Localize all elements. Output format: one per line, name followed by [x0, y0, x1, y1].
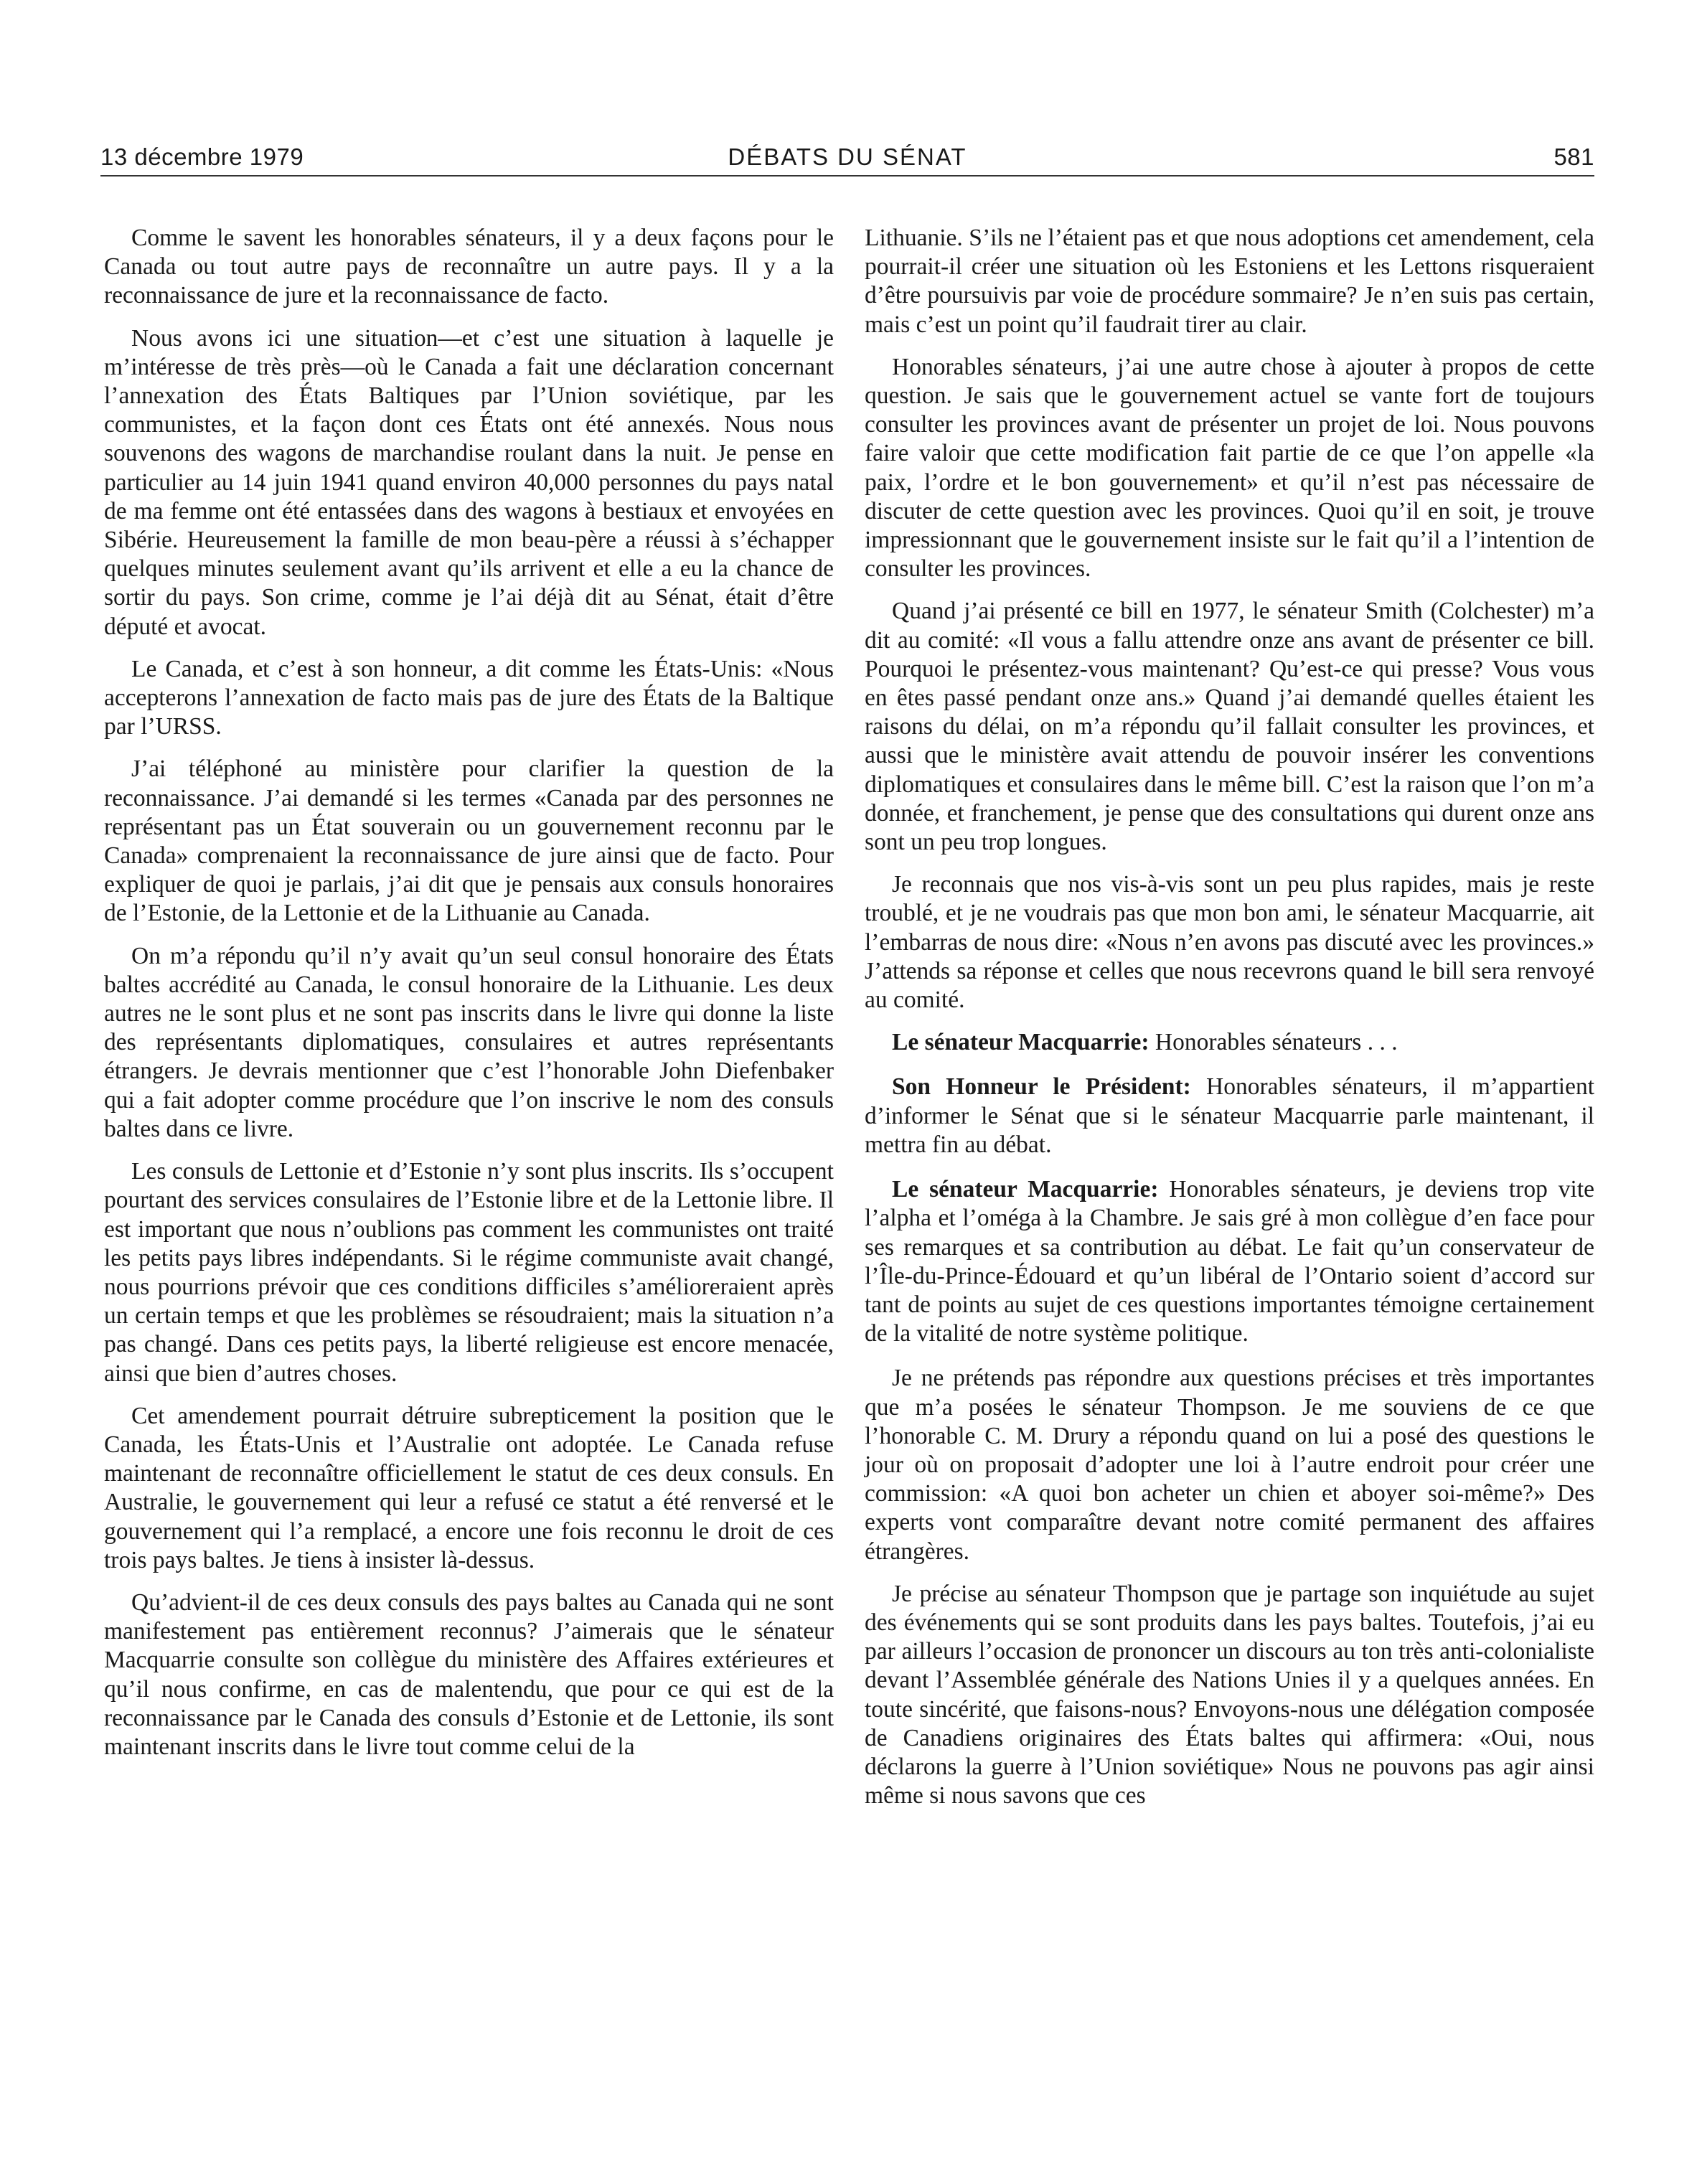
paragraph: J’ai téléphoné au ministère pour clarifier la question de la reconnaissance. J’ai demandé si les termes «Canada par des personnes ne représentant pas un État souverain ou un gouvernement reconnu par le Canada» comprenaient la reconnaissance de jure ainsi que de facto. Pour expliquer de quoi je parlais, j’ai dit que je pensais aux consuls honoraires de l’Estonie, de la Lettonie et de la Lithuanie au Canada.	[104, 756, 834, 927]
speech-paragraph	[865, 1175, 1594, 1348]
speaker-name: Son Honneur le Président:	[892, 1073, 1191, 1101]
paragraph: Les consuls de Lettonie et d’Estonie n’y sont plus inscrits. Ils s’occupent pourtant des services consulaires de l’Estonie libre et de la Lettonie libre. Il est important que nous n’oublions pas comment les communistes ont traité les petits pays libres indépendants. Si le régime communiste avait changé, nous pourrions prévoir que ces conditions difficiles s’amélioreraient après un certain temps et que les problèmes se résoudraient; mais la situation n’a pas changé. Dans ces petits pays, la liberté religieuse est encore menacée, ainsi que bien d’autres choses.	[104, 1158, 834, 1387]
header-title: DÉBATS DU SÉNAT	[728, 143, 967, 170]
paragraph: Lithuanie. S’ils ne l’étaient pas et que nous adoptions cet amendement, cela pourrait-il créer une situation où les Estoniens et les Lettons risqueraient d’être poursuivis par voie de procédure sommaire? Je n’en suis pas certain, mais c’est un point qu’il faudrait tirer au clair.	[865, 225, 1594, 338]
speaker-name: Le sénateur Macquarrie:	[892, 1029, 1149, 1056]
speech-text: Honorables sénateurs, il m’appartient d’informer le Sénat que si le sénateur Macquarrie parle maintenant, il mettra fin au débat.	[865, 1073, 1595, 1158]
page-number: 581	[1553, 143, 1594, 170]
paragraph: Je précise au sénateur Thompson que je partage son inquiétude au sujet des événements qui se sont produits dans les pays baltes. Toutefois, j’ai eu par ailleurs l’occasion de prononcer un discours au ton très anti-colonialiste devant l’Assemblée générale des Nations Unies il y a quelques années. En toute sincérité, que faisons-nous? Envoyons-nous une délégation composée de Canadiens originaires des États baltes qui affirmera: «Oui, nous déclarons la guerre à l’Union soviétique» Nous ne pouvons pas agir ainsi même si nous savons que ces	[865, 1580, 1594, 1809]
speech-paragraph	[865, 1028, 1594, 1057]
speaker-name: Le sénateur Macquarrie:	[892, 1176, 1159, 1203]
right-column	[865, 224, 1594, 1824]
paragraph: Nous avons ici une situation—et c’est une situation à laquelle je m’intéresse de très près—où le Canada a fait une déclaration concernant l’annexation des États Baltiques par l’Union soviétique, par les communistes, et la façon dont ces États ont été annexés. Nous nous souvenons des wagons de marchandise roulant dans la nuit. Je pense en particulier au 14 juin 1941 quand environ 40,000 personnes du pays natal de ma femme ont été entassées dans des wagons à bestiaux et envoyées en Sibérie. Heureusement la famille de mon beau-père a réussi à s’échapper quelques minutes seulement avant qu’ils arrivent et elle a eu la chance de sortir du pays. Son crime, comme je l’ai déjà dit au Sénat, était d’être député et avocat.	[104, 324, 834, 640]
left-column	[104, 224, 834, 1775]
speech-text: Honorables sénateurs, je deviens trop vite l’alpha et l’oméga à la Chambre. Je sais gré à mon collègue d’en face pour ses remarques et sa contribution au débat. Le fait qu’un conservateur de l’Île-du-Prince-Édouard et qu’un libéral de l’Ontario soient d’accord sur tant de points au sujet de ces questions importantes témoigne certainement de la vitalité de notre système politique.	[865, 1176, 1594, 1347]
paragraph: Comme le savent les honorables sénateurs, il y a deux façons pour le Canada ou tout autre pays de reconnaître un autre pays. Il y a la reconnaissance de jure et la reconnaissance de facto.	[104, 225, 834, 309]
paragraph: On m’a répondu qu’il n’y avait qu’un seul consul honoraire des États baltes accrédité au Canada, le consul honoraire de la Lithuanie. Les deux autres ne le sont plus et ne sont pas inscrits dans le livre qui donne la liste des représentants diplomatiques, consulaires et autres représentants étrangers. Je devrais mentionner que c’est l’honorable John Diefenbaker qui a fait adopter comme procédure que l’on inscrive le nom des consuls baltes dans ce livre.	[104, 942, 834, 1142]
paragraph: Le Canada, et c’est à son honneur, a dit comme les États-Unis: «Nous accepterons l’annexation de facto mais pas de jure des États de la Baltique par l’URSS.	[104, 655, 834, 740]
speech-paragraph	[865, 1073, 1594, 1159]
paragraph: Quand j’ai présenté ce bill en 1977, le sénateur Smith (Colchester) m’a dit au comité: «Il vous a fallu attendre onze ans avant de présenter ce bill. Pourquoi le présentez-vous maintenant? Qu’est-ce qui presse? Vous vous en êtes passé pendant onze ans.» Quand j’ai demandé quelles étaient les raisons du délai, on m’a répondu qu’il fallait consulter les provinces, et aussi que le ministère avait attendu de pouvoir insérer les conventions diplomatiques et consulaires dans le même bill. C’est la raison que l’on m’a donnée, et franchement, je pense que des consultations qui durent onze ans sont un peu trop longues.	[865, 598, 1594, 856]
paragraph: Je ne prétends pas répondre aux questions précises et très importantes que m’a posées le sénateur Thompson. Je me souviens de ce que l’honorable C. M. Drury a répondu quand on lui a posé des questions le jour où on proposait d’adopter une loi à l’autre endroit pour créer une commission: «A quoi bon acheter un chien et aboyer soi-même?» Des experts vont comparaître devant notre comité permanent des affaires étrangères.	[865, 1365, 1594, 1565]
page-header	[100, 141, 1594, 176]
paragraph: Cet amendement pourrait détruire subrepticement la position que le Canada, les États-Unis et l’Australie ont adoptée. Le Canada refuse maintenant de reconnaître officiellement le statut de ces deux consuls. En Australie, le gouvernement qui leur a refusé ce statut a été renversé et le gouvernement qui l’a remplacé, a encore une fois reconnu le droit de ces trois pays baltes. Je tiens à insister là-dessus.	[104, 1402, 834, 1573]
paragraph: Je reconnais que nos vis-à-vis sont un peu plus rapides, mais je reste troublé, et je ne voudrais pas que mon bon ami, le sénateur Macquarrie, ait l’embarras de nous dire: «Nous n’en avons pas discuté avec les provinces.» J’attends sa réponse et celles que nous recevrons quand le bill sera renvoyé au comité.	[865, 871, 1594, 1014]
paragraph: Qu’advient-il de ces deux consuls des pays baltes au Canada qui ne sont manifestement pas entièrement reconnus? J’aimerais que le sénateur Macquarrie consulte son collègue du ministère des Affaires extérieures et qu’il nous confirme, en cas de malentendu, que pour ce qui est de la reconnaissance par le Canada des consuls d’Estonie et de Lettonie, ils sont maintenant inscrits dans le livre tout comme celui de la	[104, 1588, 834, 1760]
paragraph: Honorables sénateurs, j’ai une autre chose à ajouter à propos de cette question. Je sais que le gouvernement actuel se vante fort de toujours consulter les provinces avant de présenter un projet de loi. Nous pouvons faire valoir que cette modification fait partie de ce que l’on appelle «la paix, l’ordre et le bon gouvernement» et qu’il n’est pas nécessaire de discuter de cette question avec les provinces. Quoi qu’il en soit, je trouve impressionnant que le gouvernement insiste sur le fait qu’il a l’intention de consulter les provinces.	[865, 353, 1594, 583]
speech-text: Honorables sénateurs . . .	[1149, 1029, 1398, 1056]
header-date: 13 décembre 1979	[100, 143, 304, 170]
